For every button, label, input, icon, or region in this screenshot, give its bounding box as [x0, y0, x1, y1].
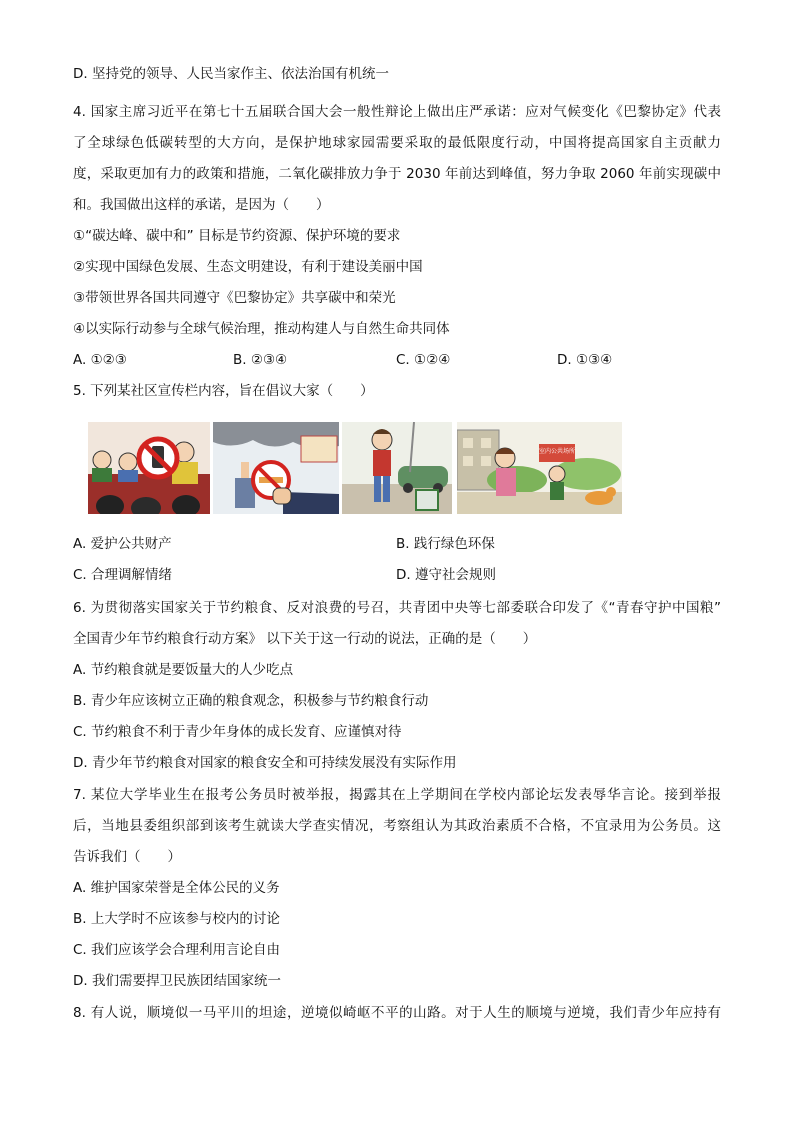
q7-stem-line-1: 7. 某位大学毕业生在报考公务员时被举报，揭露其在上学期间在学校内部论坛发表辱华言论。接到举报	[73, 787, 721, 803]
q7-option-c: C. 我们应该学会合理利用言论自由	[73, 942, 281, 958]
q7-option-a: A. 维护国家荣誉是全体公民的义务	[73, 880, 280, 896]
q6-option-a: A. 节约粮食就是要饭量大的人少吃点	[73, 662, 294, 678]
q4-option-a: A. ①②③	[73, 352, 127, 368]
q6-option-b: B. 青少年应该树立正确的粮食观念，积极参与节约粮食行动	[73, 693, 429, 709]
q4-stem-line-4: 和。我国做出这样的承诺，是因为（ ）	[73, 197, 330, 213]
q5-option-d: D. 遵守社会规则	[396, 567, 496, 583]
q8-stem-line-1: 8. 有人说，顺境似一马平川的坦途，逆境似崎岖不平的山路。对于人生的顺境与逆境，我们青少年应持有	[73, 1005, 721, 1021]
q4-statement-3: ③带领世界各国共同遵守《巴黎协定》共享碳中和荣光	[73, 290, 396, 306]
q5-option-b: B. 践行绿色环保	[396, 536, 495, 552]
q6-option-c: C. 节约粮食不利于青少年身体的成长发育、应谨慎对待	[73, 724, 402, 740]
family-sign-text: 室内公共场所	[539, 448, 576, 455]
q5-option-a: A. 爱护公共财产	[73, 536, 172, 552]
q4-statement-1: ①“碳达峰、碳中和” 目标是节约资源、保护环境的要求	[73, 228, 401, 244]
q7-option-b: B. 上大学时不应该参与校内的讨论	[73, 911, 280, 927]
q6-stem-line-1: 6. 为贯彻落实国家关于节约粮食、反对浪费的号召，共青团中央等七部委联合印发了《“青春守护中国粮”	[73, 600, 721, 616]
cartoon-panel-street	[342, 422, 452, 514]
q3-option-d: D. 坚持党的领导、人民当家作主、依法治国有机统一	[73, 66, 389, 82]
q4-stem-line-1: 4. 国家主席习近平在第七十五届联合国大会一般性辩论上做出庄严承诺：应对气候变化《巴黎协定》代表	[73, 104, 721, 120]
q7-stem-line-2: 后，当地县委组织部到该考生就读大学查实情况，考察组认为其政治素质不合格，不宜录用为公务员。这	[73, 818, 721, 834]
q5-cartoon-strip	[88, 422, 622, 514]
q4-statement-4: ④以实际行动参与全球气候治理，推动构建人与自然生命共同体	[73, 321, 450, 337]
q7-stem-line-3: 告诉我们（ ）	[73, 849, 181, 865]
q4-option-d: D. ①③④	[557, 352, 613, 368]
q7-option-d: D. 我们需要捍卫民族团结国家统一	[73, 973, 281, 989]
q5-stem: 5. 下列某社区宣传栏内容，旨在倡议大家（ ）	[73, 383, 374, 399]
cartoon-panel-no-phone	[88, 422, 210, 514]
q4-statement-2: ②实现中国绿色发展、生态文明建设，有利于建设美丽中国	[73, 259, 423, 275]
q6-option-d: D. 青少年节约粮食对国家的粮食安全和可持续发展没有实际作用	[73, 755, 457, 771]
cartoon-panel-family-dog	[457, 422, 622, 514]
cartoon-panel-no-smoking	[213, 422, 339, 514]
q6-stem-line-2: 全国青少年节约粮食行动方案》 以下关于这一行动的说法，正确的是（ ）	[73, 631, 537, 647]
q5-option-c: C. 合理调解情绪	[73, 567, 173, 583]
q4-stem-line-2: 了全球绿色低碳转型的大方向，是保护地球家园需要采取的最低限度行动，中国将提高国家自主贡献力	[73, 135, 721, 151]
q4-option-c: C. ①②④	[396, 352, 451, 368]
q4-option-b: B. ②③④	[233, 352, 288, 368]
q4-stem-line-3: 度，采取更加有力的政策和措施，二氧化碳排放力争于 2030 年前达到峰值，努力争取 2060 年前实现碳中	[73, 166, 721, 182]
